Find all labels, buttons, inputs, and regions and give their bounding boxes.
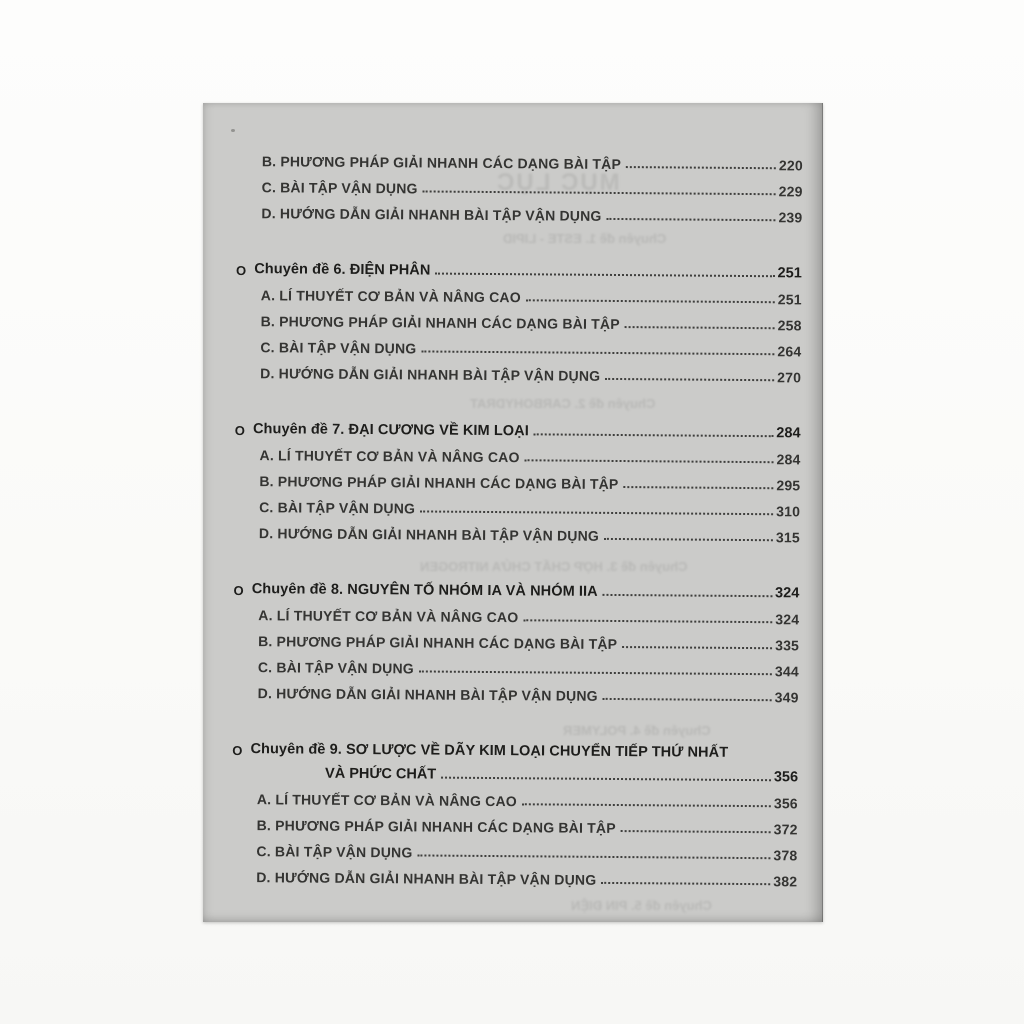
toc-entry-page: 229 [778,183,803,200]
toc-entry [233,625,799,655]
toc-entry [236,197,802,227]
toc-entry-label: C. BÀI TẬP VẬN DỤNG [261,179,418,197]
toc-entry-page: 284 [776,451,801,468]
dot-leader [419,670,772,675]
toc-entry [234,491,800,521]
dot-leader [441,777,771,782]
toc-entry [233,677,799,707]
toc-entry-page: 270 [777,369,802,386]
toc-entry [237,145,803,175]
toc-entry-label: C. BÀI TẬP VẬN DỤNG [259,499,416,517]
toc-entry [231,861,797,891]
toc-entry-page: 295 [776,477,801,494]
toc-chapter-title: Chuyên đề 7. ĐẠI CƯƠNG VỀ KIM LOẠI [252,421,529,440]
toc-entry [231,835,797,865]
toc-entry-label: D. HƯỚNG DẪN GIẢI NHANH BÀI TẬP VẬN DỤNG [258,525,600,544]
bleedthrough-text: Chuyên đề 4. POLYMER [563,723,711,738]
toc-entry-label: D. HƯỚNG DẪN GIẢI NHANH BÀI TẬP VẬN DỤNG [257,685,598,704]
dot-leader [623,486,773,489]
toc-entry-page: 344 [774,663,799,680]
toc-entry [233,651,799,681]
toc-entry [234,465,800,495]
toc-entry-page: 382 [773,873,798,890]
toc-entry [234,517,800,547]
toc-entry-page: 378 [773,847,798,864]
chapter-bullet-icon: O [234,422,246,439]
toc-entry [235,357,801,387]
toc-entry-page: 335 [775,637,800,654]
bleedthrough-text: Chuyên đề 5. PIN ĐIỆN [571,898,712,913]
toc-entry-label: D. HƯỚNG DẪN GIẢI NHANH BÀI TẬP VẬN DỤNG [260,365,601,384]
toc-entry-label: C. BÀI TẬP VẬN DỤNG [260,339,417,357]
toc-entry-label: B. PHƯƠNG PHÁP GIẢI NHANH CÁC DẠNG BÀI TẬP [258,633,618,653]
dot-leader [621,830,771,833]
dot-leader [603,594,772,597]
dot-leader [522,803,771,807]
bleedthrough-text: MỤC LỤC [495,169,620,196]
toc-entry-page: 356 [773,795,798,812]
dot-leader [526,299,775,303]
dot-leader [525,459,774,463]
toc-entry-label: A. LÍ THUYẾT CƠ BẢN VÀ NÂNG CAO [258,607,519,626]
dot-leader [421,350,774,355]
toc-entry-page: 324 [775,611,800,628]
toc-entry-label: C. BÀI TẬP VẬN DỤNG [256,843,413,861]
toc-entry-page: 315 [775,529,800,546]
toc-list [231,145,803,891]
dot-leader [607,218,776,221]
toc-entry-page: 220 [778,157,803,174]
toc-entry-label: C. BÀI TẬP VẬN DỤNG [257,659,414,677]
dot-leader [626,166,776,169]
bleedthrough-text: Chuyên đề 3. HỢP CHẤT CHỨA NITROGEN [420,559,688,574]
toc-chapter-page: 356 [773,769,799,786]
toc-chapter-title: Chuyên đề 9. SƠ LƯỢC VỀ DÃY KIM LOẠI CHUYỂN TIẾP THỨ NHẤT [250,741,729,761]
toc-entry [237,171,803,201]
toc-entry-label: A. LÍ THUYẾT CƠ BẢN VÀ NÂNG CAO [256,791,517,810]
toc-entry-label: A. LÍ THUYẾT CƠ BẢN VÀ NÂNG CAO [259,447,520,466]
chapter-bullet-icon: O [233,582,244,599]
toc-chapter-page: 324 [774,585,800,602]
toc-entry-label: A. LÍ THUYẾT CƠ BẢN VÀ NÂNG CAO [260,287,521,306]
toc-chapter-page: 284 [776,425,801,442]
toc-entry [235,331,801,361]
dot-leader [605,378,774,381]
toc-entry-label: D. HƯỚNG DẪN GIẢI NHANH BÀI TẬP VẬN DỤNG [256,869,597,888]
toc-entry-page: 372 [773,821,798,838]
toc-entry [236,305,802,335]
toc-chapter-page: 251 [777,265,803,282]
dot-leader [417,854,770,859]
toc-entry-label: B. PHƯƠNG PHÁP GIẢI NHANH CÁC DẠNG BÀI TẬP [256,817,616,836]
toc-entry-page: 239 [778,209,803,226]
dot-leader [423,190,776,195]
dot-leader [601,882,770,885]
toc-entry-page: 258 [777,317,802,334]
dot-leader [625,326,775,329]
bleedthrough-text: Chuyên đề 1. ESTE - LIPID [503,231,667,246]
toc-entry [232,809,798,839]
toc-entry [236,279,802,309]
dot-leader [603,698,772,701]
dot-leader [622,646,772,649]
dot-leader [420,510,773,515]
toc-chapter-title: Chuyên đề 6. ĐIỆN PHÂN [254,261,431,279]
toc-page [203,103,823,922]
toc-entry [233,599,799,629]
toc-entry [234,439,800,469]
toc-entry-page: 349 [774,689,799,706]
dot-leader [534,433,773,437]
toc-chapter [232,733,798,763]
toc-entry-label: B. PHƯƠNG PHÁP GIẢI NHANH CÁC DẠNG BÀI TẬP [261,153,622,173]
bleedthrough-text: Chuyên đề 2. CARBOHYDRAT [470,396,656,411]
chapter-bullet-icon: O [235,262,247,279]
chapter-bullet-icon: O [232,742,243,759]
toc-chapter-title: Chuyên đề 8. NGUYÊN TỐ NHÓM IA VÀ NHÓM IIA [251,581,598,600]
toc-chapter [236,253,802,283]
toc-entry-page: 310 [776,503,801,520]
toc-entry-page: 251 [777,291,802,308]
toc-chapter [233,573,799,603]
toc-chapter-title2: VÀ PHỨC CHẤT [325,765,437,783]
dot-leader [435,273,774,278]
toc-entry [232,783,798,813]
toc-entry-label: B. PHƯƠNG PHÁP GIẢI NHANH CÁC DẠNG BÀI TẬP [259,473,619,493]
paper-speck [231,129,235,132]
toc-chapter [235,413,801,443]
toc-entry-label: D. HƯỚNG DẪN GIẢI NHANH BÀI TẬP VẬN DỤNG [261,205,602,224]
toc-entry-page: 264 [777,343,802,360]
dot-leader [523,619,772,623]
dot-leader [604,538,773,541]
toc-entry-label: B. PHƯƠNG PHÁP GIẢI NHANH CÁC DẠNG BÀI TẬP [260,313,620,333]
